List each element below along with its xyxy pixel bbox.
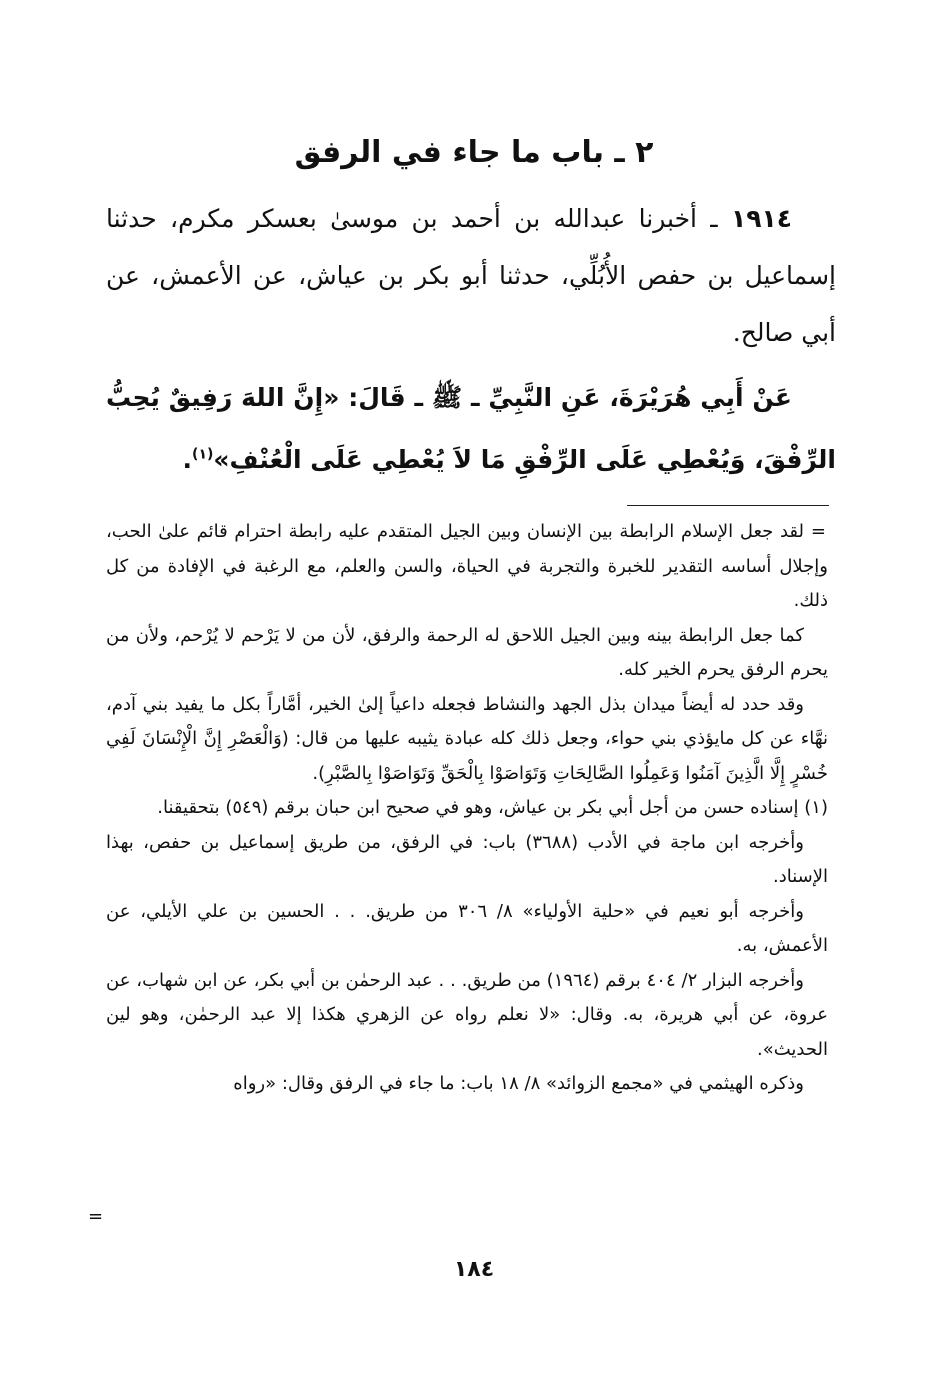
footnote-continuation-paragraph: = لقد جعل الإسلام الرابطة بين الإنسان وبين الجيل المتقدم عليه رابطة احترام قائم علىٰ الحب، وإجلال أساسه التقدير للخبرة والتجربة في الحياة، والسن والعلم، مع الرغبة في الإفادة من كل ذلك.	[106, 515, 828, 619]
page-number: ١٨٤	[453, 1257, 495, 1282]
isnad-text: ـ أخبرنا عبدالله بن أحمد بن موسىٰ بعسكر مكرم، حدثنا إسماعيل بن حفص الأُبُلِّي، حدثنا أبو بكر بن عياش، عن الأعمش، عن أبي صالح.	[106, 204, 836, 347]
footnote-1-paragraph: وأخرجه أبو نعيم في «حلية الأولياء» ٨/ ٣٠٦ من طريق. . . الحسين بن علي الأيلي، عن الأعمش، به.	[106, 900, 828, 956]
footnote-1-paragraph: (١) إسناده حسن من أجل أبي بكر بن عياش، وهو في صحيح ابن حبان برقم (٥٤٩) بتحقيقنا.	[157, 797, 828, 818]
footnote-continuation-paragraph: وقد حدد له أيضاً ميدان بذل الجهد والنشاط فجعله داعياً إلىٰ الخير، أمَّاراً بكل ما يفيد بني آدم، نهَّاء عن كل مايؤذي بني حواء، وجعل ذلك كله عبادة يثيبه عليها من قال: (وَالْعَصْرِ إِنَّ الْإِنْسَانَ لَفِي خُسْرٍ إِلَّا الَّذِينَ آمَنُوا وَعَمِلُوا الصَّالِحَاتِ وَتَوَاصَوْا بِالْحَقِّ وَتَوَاصَوْا بِالصَّبْرِ).	[106, 693, 828, 784]
footnote-separator	[627, 505, 829, 506]
footnote-1-marker: (١)	[804, 797, 828, 818]
footnote-1-paragraph: وأخرجه البزار ٢/ ٤٠٤ برقم (١٩٦٤) من طريق. . . عبد الرحمٰن بن أبي بكر، عن ابن شهاب، عن عروة، عن أبي هريرة، به. وقال: «لا نعلم رواه عن الزهري هكذا إلا عبد الرحمٰن، وهو لين الحديث».	[106, 969, 828, 1060]
continues-marker: =	[88, 1206, 104, 1227]
footnote-1-paragraph: وأخرجه ابن ماجة في الأدب (٣٦٨٨) باب: في الرفق، من طريق إسماعيل بن حفص، بهذا الإسناد.	[106, 831, 828, 887]
continuation-marker: =	[810, 521, 826, 542]
footnote-1-paragraph: وذكره الهيثمي في «مجمع الزوائد» ٨/ ١٨ باب: ما جاء في الرفق وقال: «رواه	[233, 1073, 804, 1094]
footnote-reference: (١)	[192, 446, 214, 463]
hadith-number: ١٩١٤	[730, 204, 792, 233]
chapter-title: ٢ ـ باب ما جاء في الرفق	[294, 135, 654, 170]
footnotes-section	[106, 515, 828, 1102]
matn-end: .	[182, 445, 193, 474]
footnote-continuation-paragraph: كما جعل الرابطة بينه وبين الجيل اللاحق له الرحمة والرفق، لأن من لا يَرْحم لا يُرْحم، ولأن من يحرم الرفق يحرم الخير كله.	[106, 624, 828, 680]
hadith-matn	[106, 367, 836, 491]
matn-text: عَنْ أَبِي هُرَيْرَةَ، عَنِ النَّبِيِّ ـ ﷺ ـ قَالَ: «إِنَّ اللهَ رَفِيقٌ يُحِبُّ الرِّفْقَ، وَيُعْطِي عَلَى الرِّفْقِ مَا لاَ يُعْطِي عَلَى الْعُنْفِ»	[106, 383, 836, 474]
hadith-isnad	[106, 190, 836, 361]
hadith-block	[106, 190, 836, 491]
